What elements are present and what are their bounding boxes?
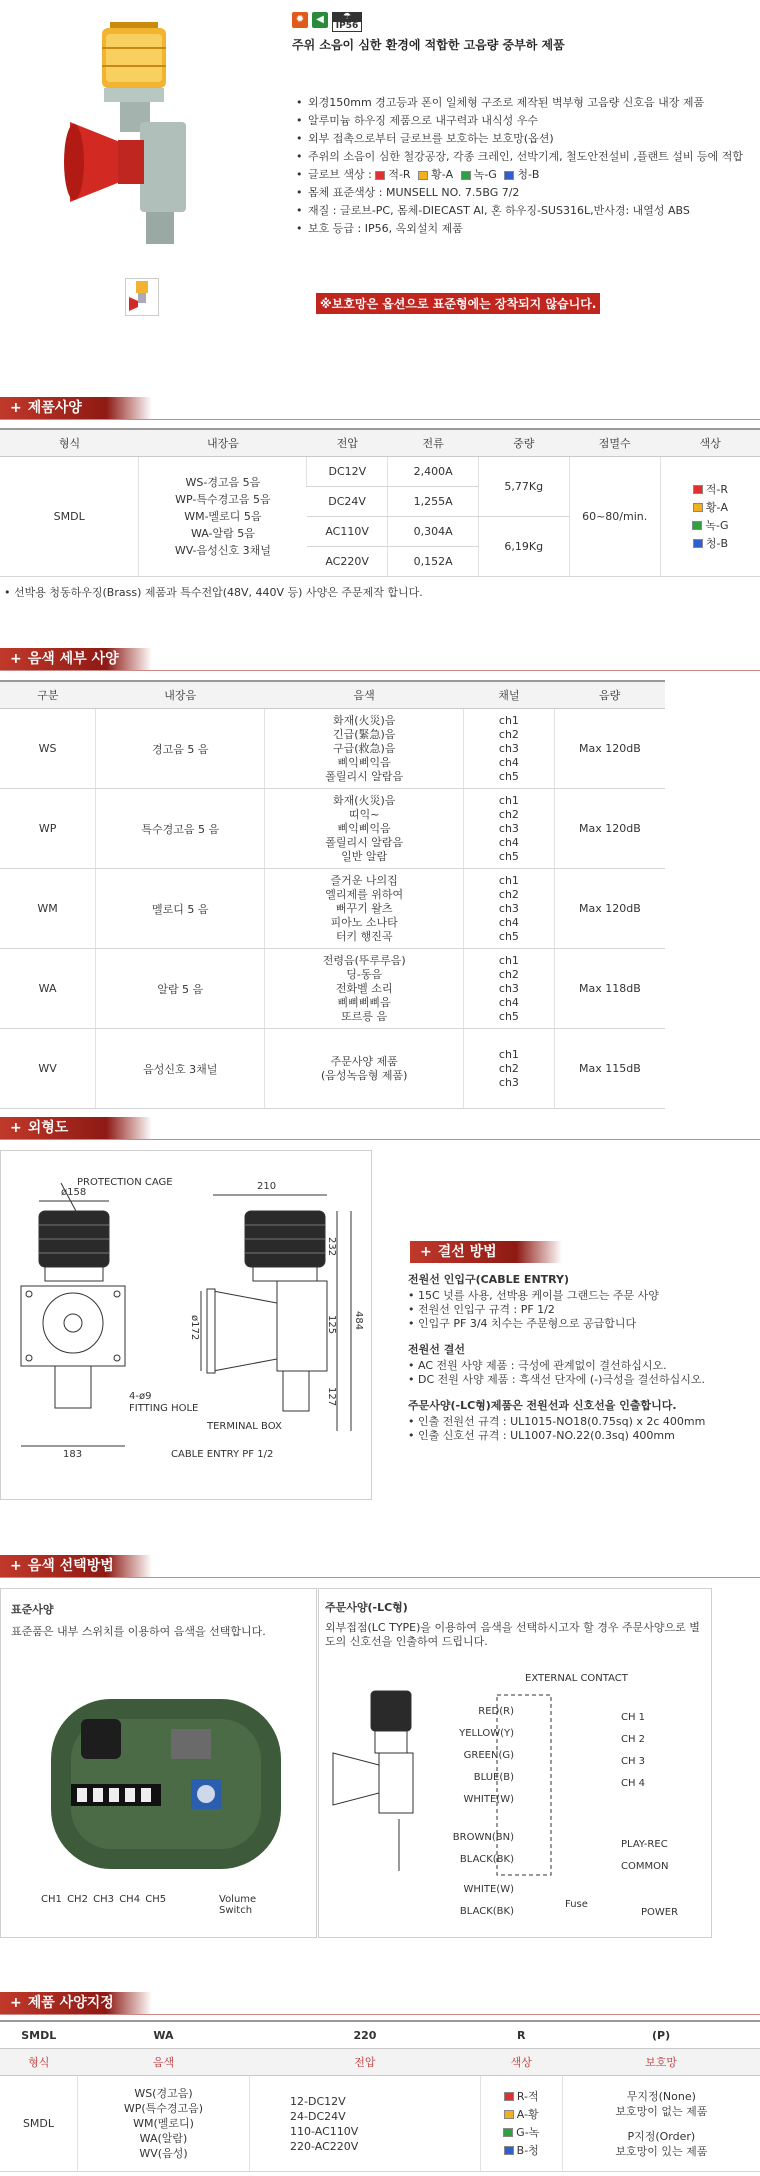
warning-light-icon: ✹ (292, 12, 308, 28)
channel-label: ch1 (498, 873, 519, 887)
tone-label: 띠익~ (348, 807, 380, 821)
channel-label: ch2 (498, 967, 519, 981)
section-header-select: + 음색 선택방법 (0, 1555, 152, 1577)
tone-label: 또르릉 음 (341, 1009, 388, 1023)
channel-label: ch4 (498, 755, 519, 769)
channel-label: ch1 (498, 953, 519, 967)
channel-label: ch3 (498, 821, 519, 835)
channel-label: ch5 (498, 929, 519, 943)
channel-label: ch2 (498, 887, 519, 901)
channel-label: ch3 (498, 901, 519, 915)
ip-badge-text: IP56 (335, 21, 359, 31)
sound-row: WS 경고음 5 음 화재(火災)음 긴급(緊急)음 구급(救急)음 삐익삐익음 폴릴리시 알람음 ch1 ch2 ch3 ch4 ch5 Max 120dB (0, 709, 665, 789)
channel-label: ch1 (498, 713, 519, 727)
tone-label: (음성녹음형 제품) (320, 1068, 408, 1082)
feature-item: • 외경150mm 경고등과 폰이 일체형 구조로 제작된 벽부형 고음량 신호음 내장 제품 (296, 95, 746, 110)
red-swatch (375, 171, 385, 180)
sound-row: WA 알람 5 음 전령음(뚜루루음) 딩-동음 전화벨 소리 삐삐삐삐음 또르릉 음 ch1 ch2 ch3 ch4 ch5 Max 118dB (0, 949, 665, 1029)
standard-select-box: 표준사양 표준품은 내부 스위치를 이용하여 음색을 선택합니다. CH1 CH2 CH3 CH4 CH5 Volume Switch (0, 1588, 317, 1938)
speaker-icon: ◀ (312, 12, 328, 28)
tone-label: 피아노 소나타 (330, 915, 398, 929)
section-header-sound: + 음색 세부 사양 (0, 648, 152, 670)
feature-item-globe-color: • 글로브 색상 : 적-R 황-A 녹-G 청-B (296, 167, 746, 182)
feature-item: • 재질 : 글로브-PC, 몸체-DIECAST Al, 혼 하우징-SUS316L,반사경: 내열성 ABS (296, 203, 746, 218)
feature-list (296, 95, 746, 239)
section-header-dimension: + 외형도 (0, 1117, 152, 1139)
channel-label: ch3 (498, 1075, 519, 1089)
product-thumbnail[interactable] (125, 278, 159, 316)
feature-item: • 보호 등급 : IP56, 옥외설치 제품 (296, 221, 746, 236)
tone-label: 화재(火災)음 (332, 713, 396, 727)
wire-labels: RED(R) YELLOW(Y) GREEN(G) BLUE(B) WHITE(W) BROWN(BN) BLACK(BK) WHITE(W) BLACK(BK) (452, 1706, 514, 1917)
channel-label: ch2 (498, 1061, 519, 1075)
dip-switch-labels: CH1 CH2 CH3 CH4 CH5 (41, 1894, 167, 1905)
tone-label: 삐익삐익음 (337, 821, 391, 835)
blue-swatch (504, 171, 514, 180)
tone-label: 전령음(뚜루루음) (322, 953, 406, 967)
tone-label: 폴릴리시 알람음 (325, 769, 404, 783)
tone-label: 터키 행진곡 (335, 929, 393, 943)
color-list: 적-R 황-A 녹-G 청-B (660, 457, 760, 577)
channel-labels: CH 1 CH 2 CH 3 CH 4 (621, 1712, 646, 1789)
channel-label: ch4 (498, 915, 519, 929)
tone-label: 긴급(緊急)음 (332, 727, 396, 741)
sound-list: WS-경고음 5음 WP-특수경고음 5음 WM-멜로디 5음 WA-알람 5음 WV-음성신호 3채널 (139, 457, 307, 577)
tone-label: 엘리제를 위하여 (325, 887, 404, 901)
wiring-info: 전원선 인입구(CABLE ENTRY) • 15C 넛를 사용, 선박용 케이블 그랜드는 주문 사양 • 전원선 인입구 규격 : PF 1/2 • 인입구 PF 3/4 치수는 주문형으로 공급합니다 전원선 결선 • AC 전원 사양 제품 : 극성에 관계없이 결선하십시오. • DC 전원 사양 제품 : 흑색선 단자에 (-)극성을 결선하십시오. 주문사양(-LC형)제품은 전원선과 신호선을 인출합니다. • 인출 전원선 규격 : UL1015-NO18(0.75sq) x 2c 400mm • 인출 신호선 규격 : UL1007-NO.22(0.3sq) 400mm (408, 1273, 706, 1442)
tone-label: 폴릴리시 알람음 (325, 835, 404, 849)
channel-label: ch3 (498, 981, 519, 995)
feature-item: • 알루미늄 하우징 제품으로 내구력과 내식성 우수 (296, 113, 746, 128)
tone-label: 전화벨 소리 (335, 981, 393, 995)
green-swatch (461, 171, 471, 180)
feature-item: • 몸체 표준색상 : MUNSELL NO. 7.5BG 7/2 (296, 185, 746, 200)
feature-item: • 주위의 소음이 심한 철강공장, 각종 크레인, 선박기계, 철도안전설비 ,플랜트 설비 등에 적합 (296, 149, 746, 164)
channel-label: ch2 (498, 807, 519, 821)
tone-label: 딩-동음 (346, 967, 383, 981)
channel-label: ch1 (498, 1047, 519, 1061)
channel-label: ch5 (498, 849, 519, 863)
channel-label: ch1 (498, 793, 519, 807)
tone-label: 즐거운 나의집 (330, 873, 398, 887)
sound-row: WM 멜로디 5 음 즐거운 나의집 엘리제를 위하여 뻐꾸기 왈츠 피아노 소나타 터키 행진곡 ch1 ch2 ch3 ch4 ch5 Max 120dB (0, 869, 665, 949)
tone-label: 화재(火災)음 (332, 793, 396, 807)
dimension-drawing: PROTECTION CAGE ø158 210 232 484 125 127 ø172 4-ø9 FITTING HOLE TERMINAL BOX 183 CABLE ENTRY PF 1/2 (0, 1150, 372, 1500)
spec-note: • 선박용 청동하우징(Brass) 제품과 특수전압(48V, 440V 등) 사양은 주문제작 합니다. (4, 586, 423, 599)
order-table: SMDL WA 220 R (P) 형식 음색 전압 색상 보호망 SMDL WS(경고음) WP(특수경고음) WM(멜로디) WA(알람) WV(음성) 12-DC12V 24-DC24V 110-AC110V 220-AC220V R-적 A-황 G-녹 B-청 무지정(None) 보호망이 없는 제품 P지정(Order) 보호망이 있는 제품 (0, 2020, 760, 2172)
channel-label: ch5 (498, 1009, 519, 1023)
sound-row: WP 특수경고음 5 음 화재(火災)음 띠익~ 삐익삐익음 폴릴리시 알람음 일반 알람 ch1 ch2 ch3 ch4 ch5 Max 120dB (0, 789, 665, 869)
tone-label: 뻐꾸기 왈츠 (335, 901, 393, 915)
channel-label: ch2 (498, 727, 519, 741)
amber-swatch (418, 171, 428, 180)
channel-label: ch5 (498, 769, 519, 783)
tone-label: 삐익삐익음 (337, 755, 391, 769)
lc-select-box: 주문사양(-LC형) 외부접점(LC TYPE)을 이용하여 음색을 선택하시고자 할 경우 주문사양으로 별도의 신호선을 인출하여 드립니다. EXTERNAL CONTACT RED(R) YELLOW(Y) GREEN(G) BLUE(B) WHITE(W) BROWN(BN) BLACK(BK) WHITE(W) BLACK(BK) CH 1 CH 2 CH 3 CH 4 PLAY-REC COMMON Fuse POWER (318, 1588, 712, 1938)
channel-label: ch4 (498, 835, 519, 849)
section-header-order: + 제품 사양지정 (0, 1992, 152, 2014)
spec-table: 형식 내장음 전압 전류 중량 점멸수 색상 SMDL WS-경고음 5음 WP-특수경고음 5음 WM-멜로디 5음 WA-알람 5음 WV-음성신호 3채널 DC12V 2,400A 5,77Kg 60~80/min. 적-R 황-A 녹-G 청-B DC24V 1,255A AC110V 0,304A 6,19Kg AC220V 0,152A (0, 428, 760, 577)
model-cell: SMDL (0, 457, 139, 577)
option-notice: ※보호망은 옵션으로 표준형에는 장착되지 않습니다. (316, 293, 600, 314)
channel-label: ch3 (498, 741, 519, 755)
section-header-wiring: + 결선 방법 (410, 1241, 562, 1263)
sound-row: WV 음성신호 3채널 주문사양 제품 (음성녹음형 제품) ch1 ch2 ch3 Max 115dB (0, 1029, 665, 1109)
tone-label: 일반 알람 (341, 849, 388, 863)
tone-label: 삐삐삐삐음 (337, 995, 391, 1009)
ip-rating-badge: ☂ IP56 (332, 12, 362, 32)
feature-item: • 외부 접촉으로부터 글로브를 보호하는 보호망(옵션) (296, 131, 746, 146)
channel-label: ch4 (498, 995, 519, 1009)
section-header-spec: + 제품사양 (0, 397, 152, 419)
page-title: 주위 소음이 심한 환경에 적합한 고음량 중부하 제품 (292, 38, 565, 52)
tone-label: 주문사양 제품 (330, 1054, 398, 1068)
product-image (60, 12, 210, 252)
tone-label: 구급(救急)음 (332, 741, 396, 755)
sound-table: 구분 내장음 음색 채널 음량 WS 경고음 5 음 화재(火災)음 긴급(緊急)음 구급(救急)음 삐익삐익음 폴릴리시 알람음 ch1 ch2 ch3 ch4 ch5 Max 120dB WP 특수경고음 5 음 화재(火災)음 띠익~ 삐익삐익음 폴릴리시 알람음 일반 알람 ch1 ch2 ch3 ch4 ch5 Max 120dB WM 멜로디 5 음 즐거운 나의집 엘리제를 위하여 뻐꾸기 왈츠 피아노 소나타 터키 행진곡 ch1 ch2 ch3 ch4 ch5 Max 120dB WA 알람 5 음 전령음(뚜루루음) 딩-동음 전화벨 소리 삐삐삐삐음 또르릉 음 ch1 ch2 ch3 ch4 ch5 Max 118dB WV 음성신호 3채널 주문사양 제품 (음성녹음형 제품) ch1 ch2 ch3 Max 115dB (0, 680, 665, 1109)
